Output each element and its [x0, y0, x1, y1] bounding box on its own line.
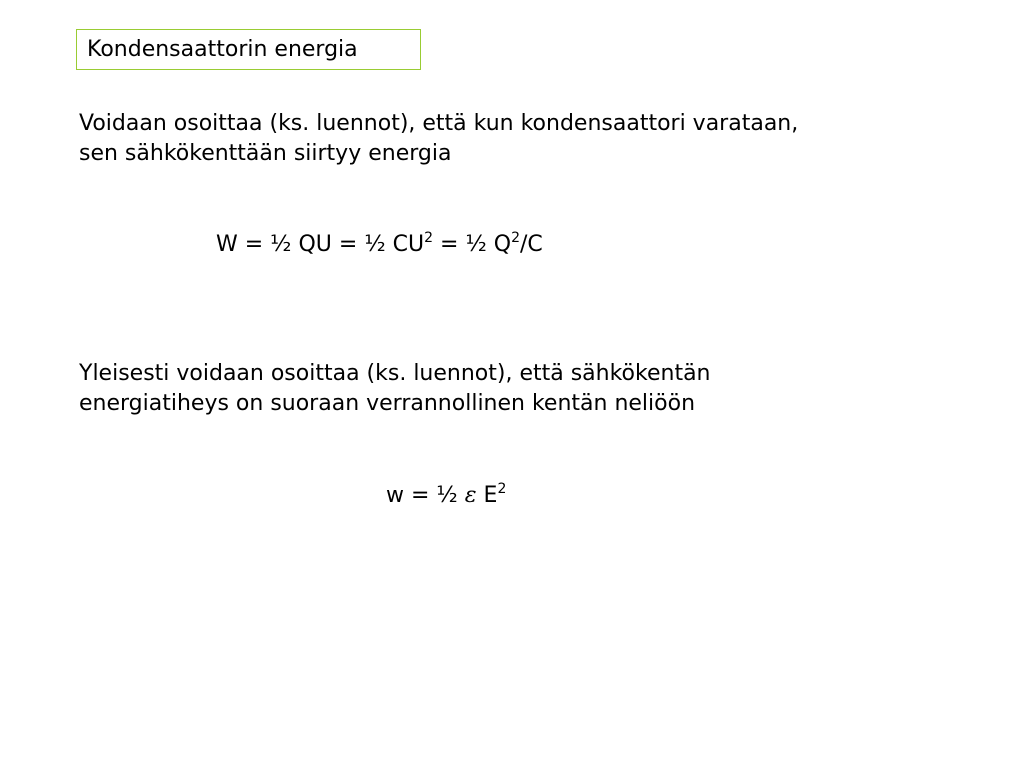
paragraph-energy-density — [79, 359, 711, 419]
formula-capacitor-energy — [216, 230, 543, 260]
formula-1-exponent-2: 2 — [511, 230, 521, 246]
slide-title-box — [76, 29, 421, 70]
paragraph-1-line-1: Voidaan osoittaa (ks. luennot), että kun kondensaattori varataan, — [79, 111, 799, 136]
paragraph-1-line-2: sen sähkökenttään siirtyy energia — [79, 141, 452, 166]
formula-1-part-1: W = ½ QU = ½ CU — [216, 232, 425, 257]
formula-1-part-3: /C — [520, 232, 543, 257]
paragraph-2-line-2: energiatiheys on suoraan verrannollinen kentän neliöön — [79, 391, 696, 416]
formula-energy-density — [386, 481, 506, 511]
paragraph-capacitor-energy — [79, 109, 798, 169]
slide-title: Kondensaattorin energia — [87, 37, 358, 62]
paragraph-2-line-1: Yleisesti voidaan osoittaa (ks. luennot), että sähkökentän — [79, 361, 711, 386]
formula-1-part-2: = ½ Q — [433, 232, 512, 257]
formula-2-part-2: E — [476, 483, 498, 508]
formula-2-exponent: 2 — [497, 481, 507, 497]
formula-1-exponent-1: 2 — [424, 230, 434, 246]
permittivity-symbol: ε — [464, 483, 477, 508]
formula-2-part-1: w = ½ — [386, 483, 465, 508]
